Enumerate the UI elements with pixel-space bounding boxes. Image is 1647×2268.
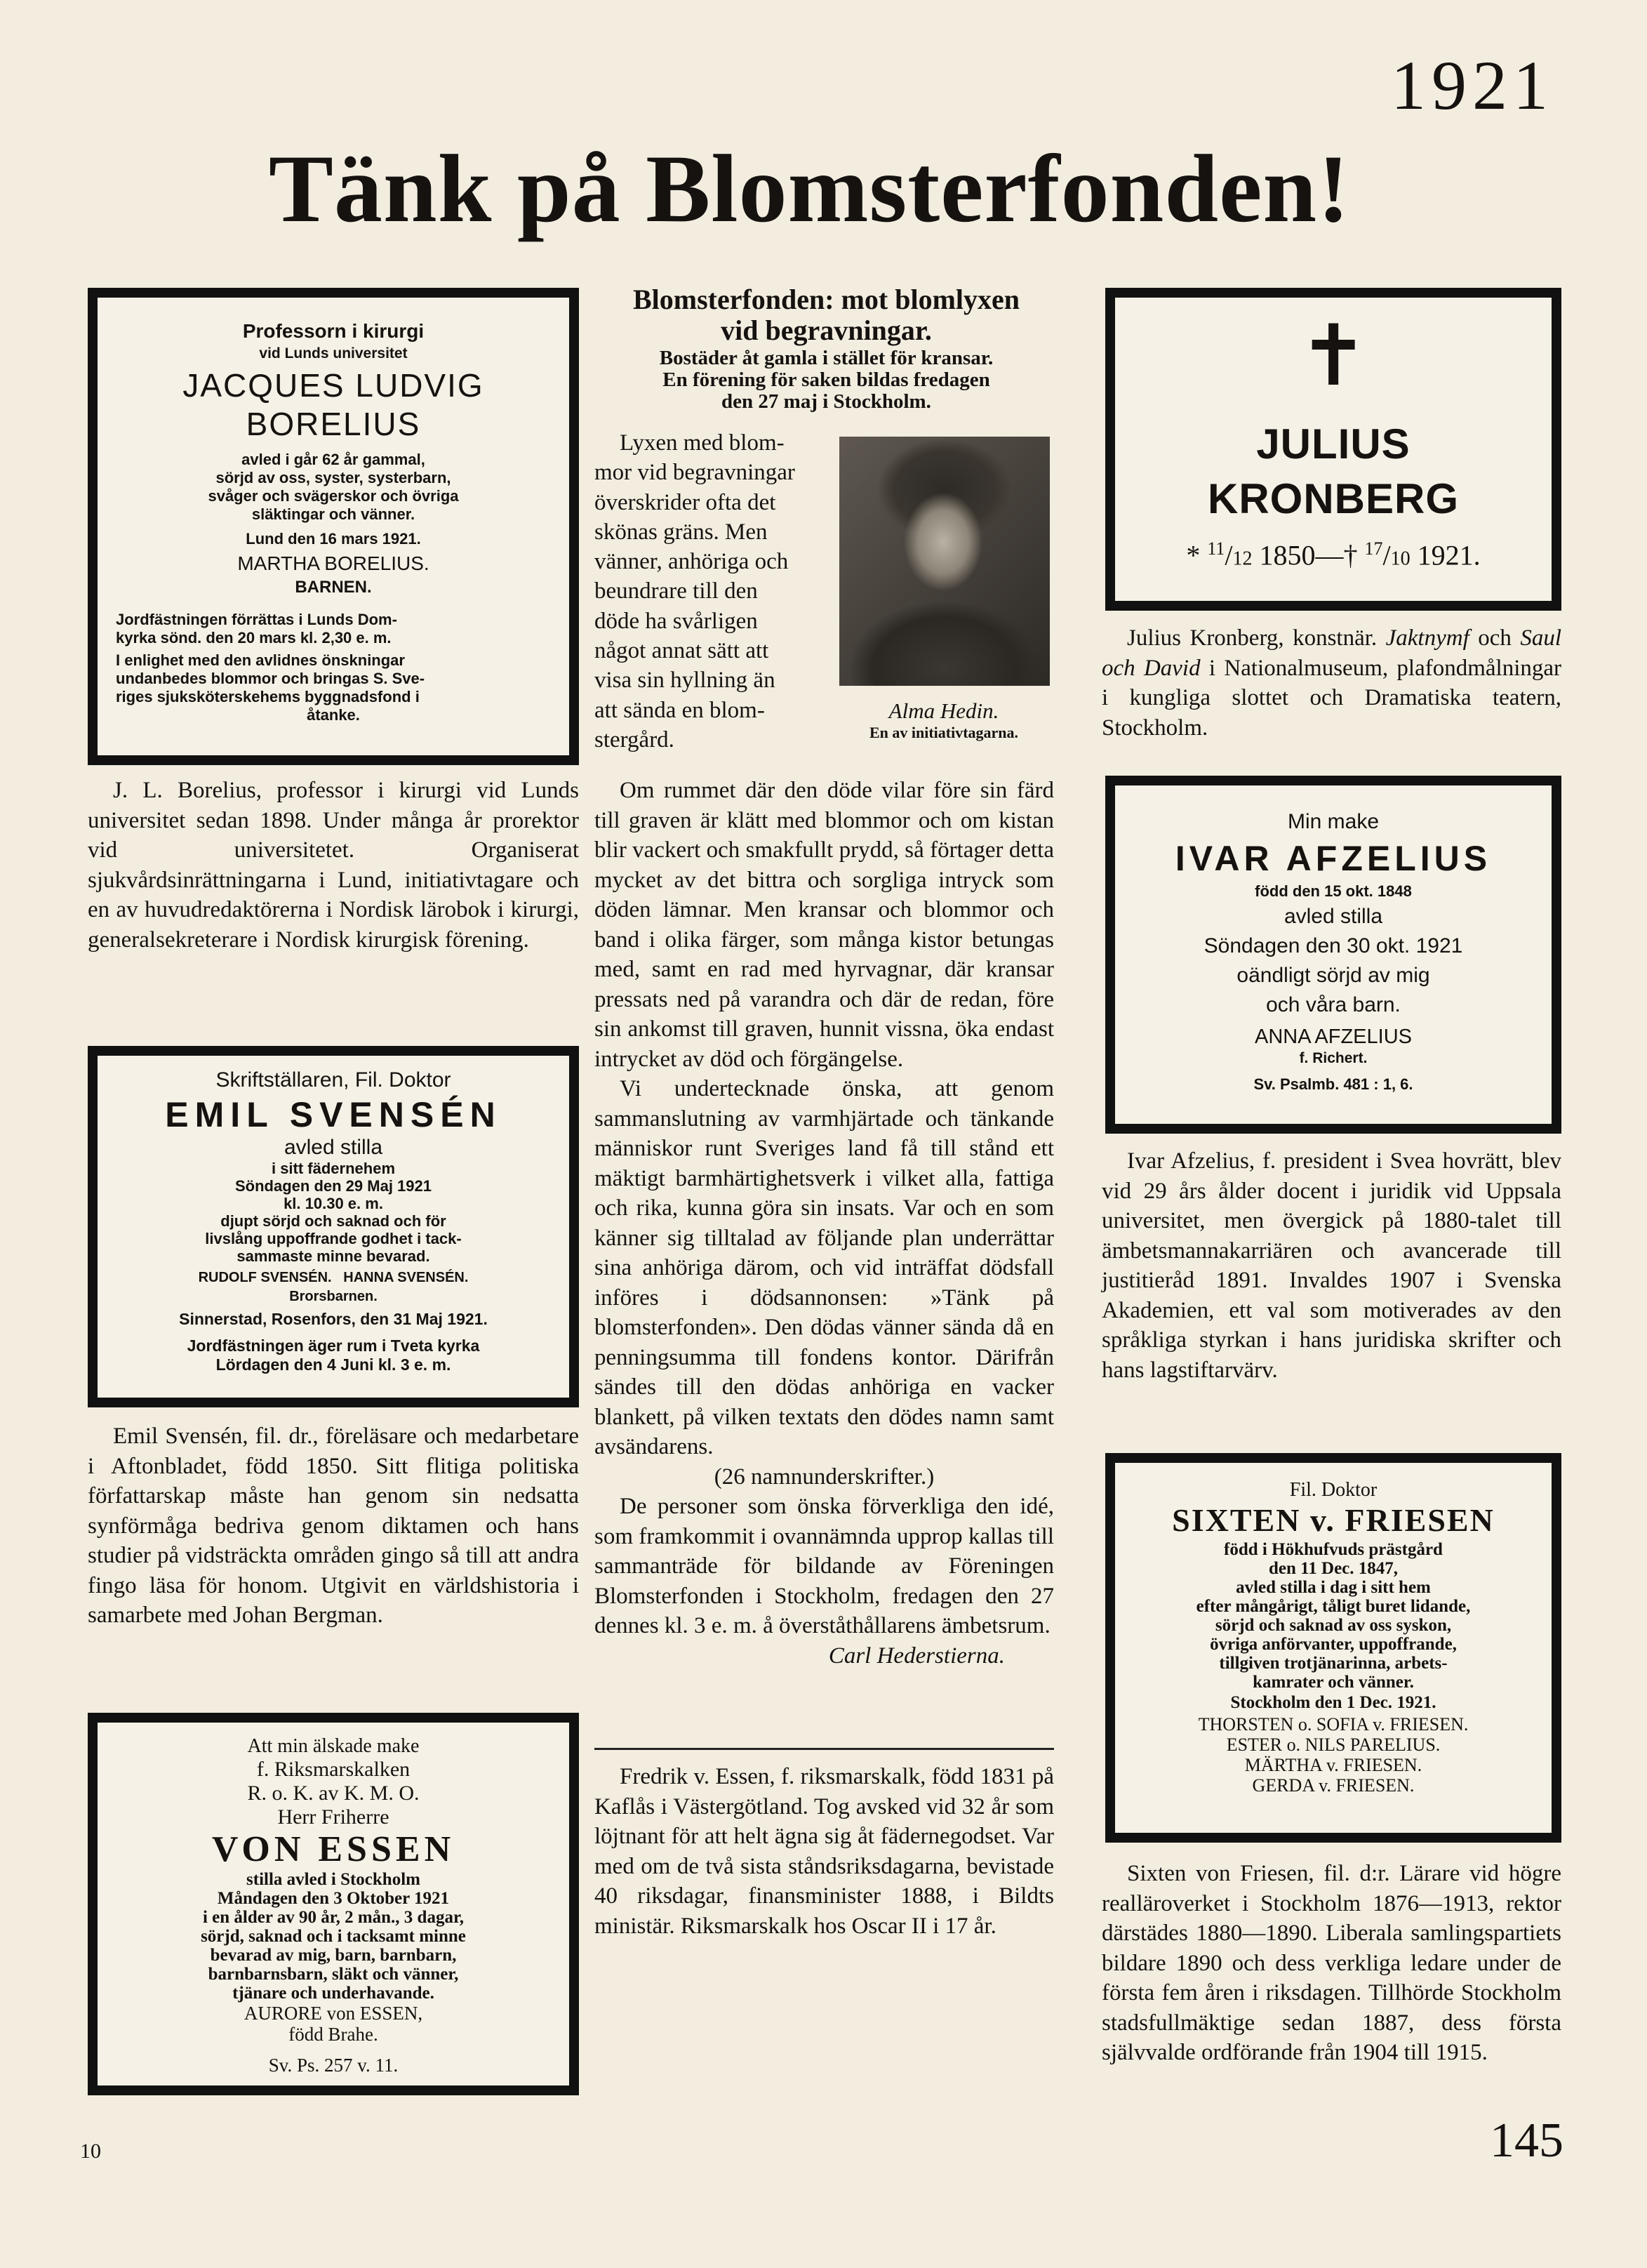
caption-subtitle: En av initiativtagarna.	[869, 724, 1019, 741]
afzelius-name: IVAR AFZELIUS	[1175, 839, 1492, 878]
svensen-signers-children: Brorsbarnen.	[289, 1289, 378, 1304]
svensen-bio-text: Emil Svensén, fil. dr., föreläsare och medarbetare i Aftonbladet, född 1850. Sitt flitiga politiska författarskap måste han genom sin nedsatta synförmåga bedriva genom diktamen och hans studier på vidsträckta områden gingo så till att andra fingo läsa för honom. Utgivit en världshistoria i samarbete med Johan Bergman.	[88, 1424, 579, 1628]
essen-signer: AURORE von ESSEN,	[244, 2003, 423, 2024]
afzelius-line: avled stilla	[1283, 905, 1383, 928]
essen-line: Herr Friherre	[277, 1805, 389, 1829]
friesen-line: avled stilla i dag i sitt hem	[1236, 1578, 1431, 1597]
friesen-title: Fil. Doktor	[1289, 1479, 1378, 1501]
article-headline-line2: vid begravningar.	[721, 314, 932, 346]
obituary-borelius	[88, 288, 579, 765]
article-signatures-count: (26 namnunderskrifter.)	[714, 1464, 935, 1490]
essen-line: Måndagen den 3 Oktober 1921	[217, 1889, 450, 1908]
borelius-bio	[88, 776, 579, 955]
friesen-line: övriga anförvanter, uppoffrande,	[1210, 1635, 1457, 1654]
kronberg-work-2: Saul och David	[1102, 625, 1561, 681]
article-intro-line: visa sin hyllning än	[594, 668, 775, 694]
obituary-von-friesen	[1105, 1453, 1561, 1843]
friesen-name: SIXTEN v. FRIESEN	[1172, 1502, 1495, 1538]
kronberg-dates: * $^{11}$/12 1850—† $^{17}$/10 1921.	[1186, 538, 1481, 571]
borelius-line: undanbedes blommor och bringas S. Sve-	[116, 670, 425, 687]
friesen-line: sörjd och saknad av oss syskon,	[1215, 1616, 1452, 1635]
svensen-line: avled stilla	[284, 1136, 383, 1159]
borelius-university: vid Lunds universitet	[259, 345, 408, 362]
page-number-left: 10	[80, 2140, 101, 2163]
essen-line: stilla avled i Stockholm	[246, 1870, 420, 1889]
svensen-title: Skriftställaren, Fil. Doktor	[215, 1068, 451, 1092]
death-month: 10	[1390, 548, 1411, 570]
friesen-date: Stockholm den 1 Dec. 1921.	[1230, 1693, 1436, 1712]
afzelius-line: Min make	[1287, 810, 1380, 833]
death-day: 17	[1364, 538, 1383, 559]
essen-line: barnbarnsbarn, släkt och vänner,	[208, 1965, 459, 1984]
article-intro-lines	[594, 428, 829, 755]
borelius-line: släktingar och vänner.	[251, 505, 415, 523]
essen-signer-birth: född Brahe.	[288, 2024, 378, 2045]
page-year: 1921	[1391, 46, 1554, 124]
borelius-line: åtanke.	[307, 706, 360, 724]
essen-line: sörjd, saknad och i tacksamt minne	[201, 1927, 466, 1946]
article-subhead: Bostäder åt gamla i stället för kransar.	[659, 347, 994, 369]
friesen-bio	[1102, 1859, 1561, 2068]
article-intro-line: döde ha svårligen	[594, 608, 758, 634]
borelius-name-first: JACQUES LUDVIG	[182, 367, 484, 404]
article-signature: Carl Hederstierna.	[828, 1643, 1005, 1669]
article-intro-line: skönas gräns. Men	[594, 519, 768, 545]
friesen-signer: ESTER o. NILS PARELIUS.	[1226, 1735, 1441, 1755]
article-intro-line: stergård.	[594, 727, 674, 752]
caption-name: Alma Hedin.	[888, 698, 999, 723]
friesen-line: kamrater och vänner.	[1253, 1673, 1414, 1692]
friesen-bio-text: Sixten von Friesen, fil. d:r. Lärare vid högre realläroverket i Stockholm 1876—1913, rektor därstädes 1880—1890. Liberala samlingspartiets bildare 1890 och dess verkliga ledare under de första fem åren i riksdagen. Tillhörde Stockholm stadsfullmäktige sedan 1887, dess första självvalde ordförande från 1904 till 1915.	[1102, 1861, 1561, 2065]
borelius-line: svåger och svägerskor och övriga	[208, 487, 459, 505]
svensen-line: djupt sörjd och saknad och för	[220, 1212, 446, 1230]
column-divider	[594, 1748, 1054, 1750]
photo-caption	[821, 698, 1067, 742]
friesen-signer: THORSTEN o. SOFIA v. FRIESEN.	[1198, 1714, 1469, 1735]
essen-bio	[594, 1762, 1054, 1941]
kronberg-name: JULIUS KRONBERG	[1207, 420, 1459, 522]
svensen-line: livslång uppoffrande godhet i tack-	[205, 1230, 462, 1247]
kronberg-bio-c: och	[1478, 625, 1512, 651]
page-number-right: 145	[1490, 2114, 1563, 2168]
svensen-bio	[88, 1421, 579, 1631]
essen-bio-text: Fredrik v. Essen, f. riksmarskalk, född 1831 på Kaflås i Västergötland. Tog avsked vid 32 år som löjtnant för att helt ägna sig åt fädernegodset. Var med om de två sista ståndsriksdagarna, bevistade 40 riksdagar, finansminister 1888, i Bildts ministär. Riksmarskalk hos Oscar II i 17 år.	[594, 1764, 1054, 1939]
borelius-line: sörjd av oss, syster, systerbarn,	[215, 469, 451, 486]
friesen-line: tillgiven trotjänarinna, arbets-	[1219, 1654, 1448, 1673]
article-subhead: den 27 maj i Stockholm.	[721, 390, 931, 413]
essen-line: f. Riksmarskalken	[256, 1758, 411, 1781]
afzelius-bio	[1102, 1146, 1561, 1385]
kronberg-bio	[1102, 623, 1561, 743]
afzelius-line: oändligt sörjd av mig	[1236, 964, 1430, 987]
borelius-signer-children: BARNEN.	[295, 578, 372, 597]
cross-icon: ✝	[1298, 307, 1369, 405]
article-headline	[593, 284, 1060, 413]
borelius-line: riges sjuksköterskehems byggnadsfond i	[116, 688, 420, 705]
article-paragraph: Om rummet där den döde vilar före sin färd till graven är klätt med blommor och om kistan blir vackert och smakfullt prydd, så förtager detta mycket av det bittra och sorgliga intryck som döden lämnar. Men kransar och blommor och band i olika färger, som många kistor betungas med, samt en rad med hyrvagnar, där kransar pressats ned på varandra och där de redan, före sin ankomst till graven, hunnit vissna, öka endast intrycket av död och förgängelse.	[594, 778, 1054, 1072]
essen-line: tjänare och underhavande.	[232, 1984, 434, 2003]
svensen-name: EMIL SVENSÉN	[165, 1095, 502, 1134]
svensen-place-date: Sinnerstad, Rosenfors, den 31 Maj 1921.	[179, 1310, 488, 1328]
afzelius-psalm: Sv. Psalmb. 481 : 1, 6.	[1253, 1075, 1413, 1093]
borelius-bio-text: J. L. Borelius, professor i kirurgi vid Lunds universitet sedan 1898. Under många år prorektor vid universitetet. Organiserat sjukvårdsinrättningarna i Lund, initiativtagare och en av huvudredaktörerna i Nordisk lärobok i kirurgi, generalsekreterare i Nordisk kirurgisk förening.	[88, 778, 579, 953]
borelius-name-last: BORELIUS	[246, 406, 421, 442]
kronberg-work-1: Jaktnymf	[1385, 625, 1469, 651]
afzelius-line: Söndagen den 30 okt. 1921	[1203, 934, 1463, 957]
essen-line: Att min älskade make	[247, 1735, 420, 1757]
article-intro-line: överskrider ofta det	[594, 489, 776, 515]
article-intro-line: Lyxen med blom-	[620, 430, 785, 456]
article-intro-line: beundrare till den	[594, 578, 758, 604]
article-intro-line: mor vid begravningar	[594, 460, 795, 486]
essen-psalm: Sv. Ps. 257 v. 11.	[268, 2055, 399, 2076]
article-intro-line: vänner, anhöriga och	[594, 549, 789, 575]
article-body	[594, 776, 1054, 1671]
borelius-line: Jordfästningen förrättas i Lunds Dom-	[116, 611, 397, 628]
borelius-line: kyrka sönd. den 20 mars kl. 2,30 e. m.	[116, 629, 392, 646]
obituary-svensen	[88, 1046, 579, 1407]
article-paragraph: Vi undertecknade önska, att genom sammanslutning av varmhjärtade och tänkande människor runt Sveriges land få till stånd ett mäktigt barmhärtighetsverk i vilket alla, fattiga och rika, kunna göra sin insats. Var och en som känner sig tilltalad av följande plan underrättar sina anhöriga därom, och vid inträffat dödsfall införes i dödsannonsen: »Tänk på blomsterfonden». Den dödas vänner sända då en penningsumma till fondens kontor. Därifrån sändes till den dödas anhöriga en vacker blankett, på vilken textats den dödes namn samt avsändarens.	[594, 1076, 1054, 1459]
birth-month: 12	[1232, 548, 1253, 570]
death-cross: †	[1343, 539, 1358, 571]
borelius-line: avled i går 62 år gammal,	[241, 451, 425, 468]
kronberg-bio-e: i Nationalmuseum, plafondmålningar i kungliga slottet och Dramatiska teatern, Stockholm.	[1102, 655, 1562, 741]
essen-line: i en ålder av 90 år, 2 mån., 3 dagar,	[202, 1908, 465, 1927]
borelius-signer: MARTHA BORELIUS.	[237, 552, 429, 574]
friesen-line: född i Hökhufvuds prästgård	[1224, 1540, 1443, 1559]
birth-year: 1850—	[1259, 539, 1344, 571]
friesen-line: den 11 Dec. 1847,	[1268, 1559, 1399, 1578]
essen-line: R. o. K. av K. M. O.	[247, 1782, 420, 1805]
afzelius-birth: född den 15 okt. 1848	[1255, 882, 1412, 900]
birth-star: *	[1186, 539, 1201, 571]
borelius-line: I enlighet med den avlidnes önskningar	[116, 651, 405, 669]
borelius-date: Lund den 16 mars 1921.	[246, 530, 421, 548]
page-headline: Tänk på Blomsterfonden!	[268, 135, 1351, 242]
article-paragraph: De personer som önska förverkliga den idé, som framkommit i ovannämnda upprop kallas till sammanträde för bildande av Föreningen Blomsterfonden i Stockholm, fredagen den 27 dennes kl. 3 e. m. å överståthållarens ämbetsrum.	[594, 1494, 1054, 1638]
friesen-signer: GERDA v. FRIESEN.	[1252, 1775, 1415, 1796]
svensen-line: i sitt fädernehem	[271, 1160, 396, 1177]
svensen-signers: RUDOLF SVENSÉN. HANNA SVENSÉN.	[198, 1270, 469, 1285]
obituary-kronberg	[1105, 288, 1561, 611]
svensen-line: Söndagen den 29 Maj 1921	[235, 1177, 432, 1195]
svensen-line: Jordfästningen äger rum i Tveta kyrka	[187, 1337, 480, 1355]
birth-day: 11	[1207, 538, 1225, 559]
death-year: 1921.	[1417, 539, 1481, 571]
svensen-line: sammaste minne bevarad.	[236, 1247, 430, 1265]
obituary-afzelius	[1105, 776, 1561, 1134]
friesen-signer: MÄRTHA v. FRIESEN.	[1244, 1755, 1422, 1775]
essen-name: VON ESSEN	[211, 1829, 455, 1869]
afzelius-bio-text: Ivar Afzelius, f. president i Svea hovrätt, blev vid 29 års ålder docent i juridik vid Uppsala universitet, men övergick på 1880-talet till ämbetsmannakarriären och avancerade till justitieråd 1891. Invaldes 1907 i Svenska Akademien, ett val som motiverades av den språkliga styrkan i hans juridiska skrifter och hans lagstiftarvärv.	[1102, 1148, 1561, 1383]
article-intro-line: att sända en blom-	[594, 697, 765, 723]
kronberg-bio-a: Julius Kronberg, konstnär.	[1127, 625, 1378, 651]
friesen-line: efter mångårigt, tåligt buret lidande,	[1196, 1597, 1471, 1616]
afzelius-signer-birth: f. Richert.	[1299, 1050, 1368, 1066]
essen-line: bevarad av mig, barn, barnbarn,	[210, 1946, 457, 1965]
svensen-line: kl. 10.30 e. m.	[284, 1195, 383, 1212]
afzelius-signer: ANNA AFZELIUS	[1254, 1026, 1412, 1048]
article-intro-line: något annat sätt att	[594, 638, 769, 664]
article-subhead: En förening för saken bildas fredagen	[662, 369, 990, 391]
article-headline-line1: Blomsterfonden: mot blomlyxen	[632, 284, 1020, 315]
borelius-title: Professorn i kirurgi	[242, 320, 425, 342]
afzelius-line: och våra barn.	[1266, 993, 1401, 1016]
obituary-von-essen	[88, 1713, 579, 2095]
svensen-line: Lördagen den 4 Juni kl. 3 e. m.	[215, 1355, 451, 1374]
portrait-alma-hedin	[839, 437, 1050, 686]
